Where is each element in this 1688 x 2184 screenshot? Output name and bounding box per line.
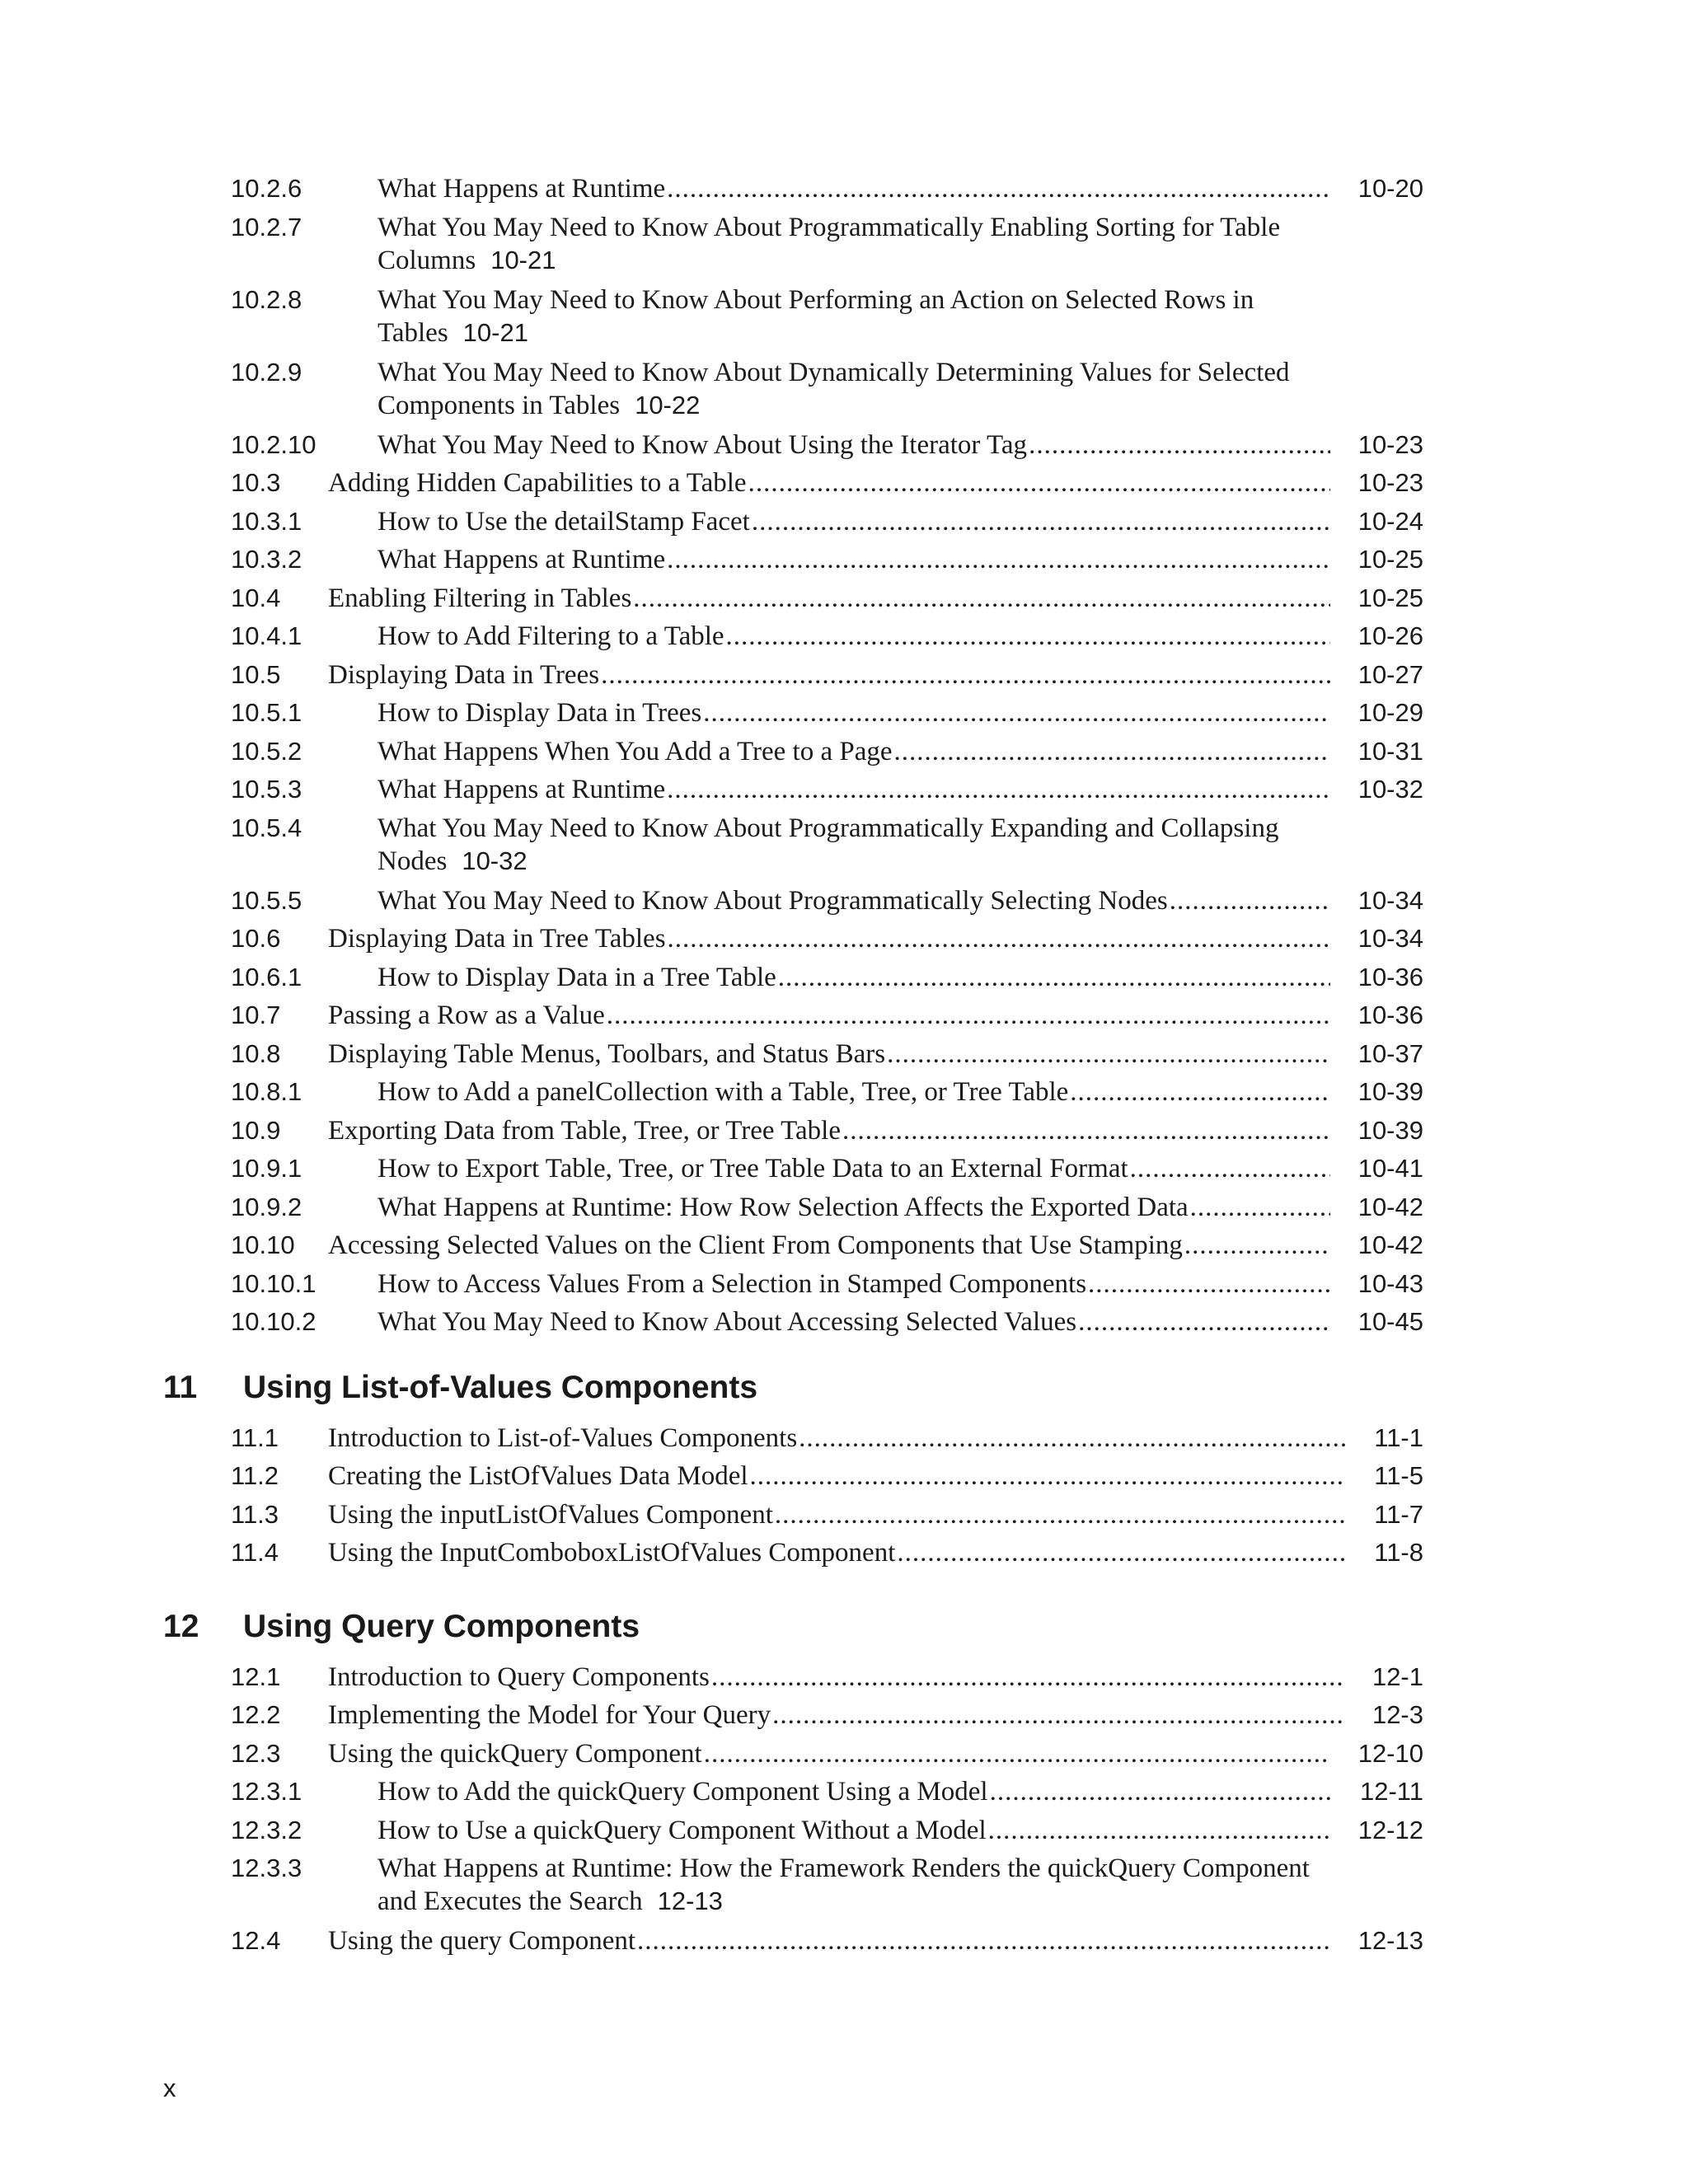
toc-entry-10-5-5[interactable] (0, 884, 1688, 922)
section-title: Using the inputListOfValues Component (328, 1499, 773, 1530)
toc-entry-12-3-3[interactable] (0, 1852, 1688, 1916)
page-reference: 10-25 (1357, 583, 1423, 612)
page-reference: 12-11 (1360, 1777, 1423, 1806)
dot-leader (607, 999, 1330, 1032)
section-title: Introduction to List-of-Values Components (328, 1422, 798, 1453)
section-number: 10.4 (231, 583, 281, 612)
section-title: What You May Need to Know About Performing an Action on Selected Rows in (377, 284, 1254, 315)
section-number: 10.5 (231, 659, 281, 689)
page-reference: 10-32 (1357, 775, 1423, 804)
toc-entry-11-4[interactable] (0, 1536, 1688, 1574)
section-title-continuation: Nodes (377, 846, 448, 876)
toc-entry-12-3-1[interactable] (0, 1775, 1688, 1813)
section-number: 10.5.5 (231, 885, 302, 915)
page-reference: 12-3 (1372, 1700, 1423, 1729)
section-number: 11.2 (231, 1461, 279, 1490)
section-number: 10.3 (231, 468, 281, 497)
section-number: 10.2.9 (231, 357, 302, 387)
section-title: Displaying Data in Tree Tables (328, 924, 666, 954)
toc-entry-11-1[interactable] (0, 1422, 1688, 1460)
page-reference: 10-23 (1357, 429, 1423, 459)
section-number: 10.10.1 (231, 1268, 316, 1298)
section-title: What Happens at Runtime (377, 775, 666, 804)
dot-leader (1130, 1152, 1330, 1185)
dot-leader (1184, 1229, 1330, 1262)
toc-entry-10-8-1[interactable] (0, 1076, 1688, 1113)
section-number: 11.3 (231, 1499, 279, 1529)
section-title: Adding Hidden Capabilities to a Table (328, 468, 747, 498)
dot-leader (667, 543, 1330, 576)
section-title: What Happens at Runtime: How Row Selection Affects the Exported Data (377, 1192, 1189, 1222)
page-reference: 10-31 (1357, 736, 1423, 766)
page-reference: 10-39 (1357, 1077, 1423, 1106)
toc-entry-10-7[interactable] (0, 999, 1688, 1037)
section-title: What You May Need to Know About Programmatically Enabling Sorting for Table (377, 212, 1281, 242)
page-reference: 11-1 (1374, 1422, 1423, 1452)
toc-entry-10-5-2[interactable] (0, 735, 1688, 773)
section-number: 12.1 (231, 1661, 281, 1691)
section-title: What You May Need to Know About Using the Iterator Tag (377, 429, 1028, 460)
section-title: How to Use the detailStamp Facet (377, 506, 750, 537)
section-title: How to Display Data in Trees (377, 698, 702, 728)
section-number: 12.3.1 (231, 1777, 302, 1806)
toc-entry-10-10-2[interactable] (0, 1305, 1688, 1343)
section-title: How to Access Values From a Selection in Stamped Components (377, 1268, 1087, 1299)
toc-entry-10-5-1[interactable] (0, 696, 1688, 734)
chapter-heading-11[interactable] (0, 1367, 1688, 1408)
toc-entry-12-3[interactable] (0, 1737, 1688, 1775)
dot-leader (711, 1661, 1344, 1694)
page-reference: 10-36 (1357, 1001, 1423, 1029)
section-number: 10.10 (231, 1230, 295, 1259)
section-title: Using the query Component (328, 1926, 636, 1956)
section-number: 12.3.2 (231, 1815, 302, 1844)
page-reference: 12-13 (1357, 1926, 1423, 1955)
page-reference: 10-20 (1357, 174, 1423, 203)
section-number: 10.3.2 (231, 545, 302, 574)
toc-entry-10-10-1[interactable] (0, 1268, 1688, 1305)
section-number: 12.3.3 (231, 1854, 302, 1882)
section-title: Passing a Row as a Value (328, 1001, 605, 1030)
dot-leader (748, 466, 1330, 499)
dot-leader (842, 1114, 1330, 1147)
dot-leader (1088, 1268, 1330, 1301)
dot-leader (750, 1460, 1347, 1493)
chapter-number: 12 (163, 1608, 199, 1644)
toc-entry-10-6-1[interactable] (0, 961, 1688, 999)
section-title: How to Display Data in a Tree Table (377, 962, 776, 992)
toc-entry-10-3-1[interactable] (0, 505, 1688, 543)
section-number: 10.9.2 (231, 1192, 302, 1221)
dot-leader (778, 961, 1330, 994)
toc-entry-10-5[interactable] (0, 658, 1688, 696)
dot-leader (667, 773, 1330, 806)
page-reference: 12-12 (1357, 1815, 1423, 1844)
section-number: 10.5.3 (231, 775, 302, 804)
section-number: 10.2.8 (231, 284, 302, 314)
section-title: What You May Need to Know About Accessing Selected Values (377, 1307, 1077, 1337)
section-title: What Happens at Runtime: How the Framework Renders the quickQuery Component (377, 1854, 1310, 1883)
section-number: 10.3.1 (231, 506, 302, 536)
toc-entry-10-3-2[interactable] (0, 543, 1688, 581)
section-title: Using the InputComboboxListOfValues Component (328, 1538, 896, 1568)
section-number: 10.7 (231, 1001, 281, 1029)
page-reference: 10-32 (462, 846, 528, 875)
toc-entry-10-5-3[interactable] (0, 773, 1688, 811)
page-reference: 11-5 (1374, 1461, 1423, 1490)
toc-entry-10-2-10[interactable] (0, 429, 1688, 466)
section-title-continuation: and Executes the Search (377, 1886, 643, 1916)
chapter-title: Using Query Components (243, 1608, 640, 1644)
dot-leader (897, 1536, 1346, 1569)
dot-leader (1078, 1305, 1330, 1338)
dot-leader (887, 1038, 1330, 1071)
toc-entry-10-3[interactable] (0, 466, 1688, 504)
dot-leader (1070, 1076, 1329, 1108)
toc-entry-12-3-2[interactable] (0, 1814, 1688, 1852)
page-reference: 10-45 (1357, 1307, 1423, 1336)
toc-entry-10-10[interactable] (0, 1229, 1688, 1267)
toc-entry-12-4[interactable] (0, 1924, 1688, 1962)
page-reference: 10-25 (1357, 545, 1423, 574)
section-title: Using the quickQuery Component (328, 1738, 702, 1769)
section-number: 10.2.6 (231, 174, 302, 203)
toc-entry-10-2-6[interactable] (0, 172, 1688, 210)
page-reference: 10-37 (1357, 1038, 1423, 1068)
section-number: 10.5.1 (231, 698, 302, 727)
page-reference: 10-21 (462, 317, 528, 347)
section-title: Enabling Filtering in Tables (328, 583, 632, 613)
section-title: Accessing Selected Values on the Client From Components that Use Stamping (328, 1230, 1183, 1260)
section-number: 10.8.1 (231, 1077, 302, 1106)
page-reference: 10-27 (1357, 659, 1423, 689)
dot-leader (799, 1422, 1346, 1455)
toc-entry-12-1[interactable] (0, 1661, 1688, 1699)
toc-entry-10-6[interactable] (0, 922, 1688, 960)
section-number: 12.4 (231, 1926, 281, 1955)
section-number: 10.6 (231, 924, 281, 953)
page-reference: 10-39 (1357, 1115, 1423, 1145)
chapter-heading-12[interactable] (0, 1606, 1688, 1647)
dot-leader (668, 922, 1330, 955)
dot-leader (633, 582, 1329, 615)
dot-leader (667, 172, 1330, 205)
section-title: Displaying Data in Trees (328, 659, 600, 690)
section-number: 10.2.10 (231, 429, 316, 459)
page-reference: 10-26 (1357, 621, 1423, 650)
dot-leader (637, 1924, 1330, 1957)
section-number: 10.9.1 (231, 1154, 302, 1183)
section-title-continuation: Columns (377, 245, 476, 275)
page-reference: 12-13 (657, 1886, 723, 1915)
section-number: 11.1 (231, 1422, 279, 1452)
chapter-title: Using List-of-Values Components (243, 1369, 758, 1405)
toc-entry-10-2-7[interactable] (0, 211, 1688, 275)
section-title: What You May Need to Know About Dynamically Determining Values for Selected (377, 357, 1290, 387)
page-reference: 12-1 (1372, 1661, 1423, 1691)
dot-leader (990, 1775, 1332, 1808)
section-number: 10.2.7 (231, 212, 302, 241)
page-number-footer: x (163, 2074, 176, 2102)
section-title: What You May Need to Know About Programmatically Selecting Nodes (377, 885, 1168, 916)
page-reference: 10-41 (1357, 1154, 1423, 1183)
chapter-number: 11 (163, 1369, 198, 1405)
dot-leader (1170, 884, 1330, 917)
toc-entry-10-5-4[interactable] (0, 812, 1688, 876)
page-reference: 10-43 (1357, 1268, 1423, 1298)
section-title: What Happens When You Add a Tree to a Page (377, 736, 893, 766)
toc-entry-10-2-8[interactable] (0, 284, 1688, 348)
page-reference: 10-34 (1357, 924, 1423, 953)
dot-leader (703, 696, 1329, 729)
section-number: 10.9 (231, 1115, 281, 1145)
section-title: How to Add the quickQuery Component Using a Model (377, 1777, 988, 1807)
toc-entry-10-4[interactable] (0, 582, 1688, 620)
dot-leader (726, 620, 1330, 653)
section-title: How to Export Table, Tree, or Tree Table Data to an External Format (377, 1154, 1128, 1183)
dot-leader (601, 658, 1330, 691)
section-title: How to Use a quickQuery Component Without a Model (377, 1815, 987, 1845)
dot-leader (775, 1498, 1346, 1531)
dot-leader (772, 1699, 1344, 1732)
section-title: How to Add a panelCollection with a Table, Tree, or Tree Table (377, 1077, 1069, 1107)
section-number: 10.5.2 (231, 736, 302, 766)
toc-entry-10-9-1[interactable] (0, 1152, 1688, 1190)
section-title: Introduction to Query Components (328, 1661, 710, 1692)
dot-leader (704, 1737, 1330, 1770)
dot-leader (752, 505, 1330, 538)
section-number: 10.8 (231, 1038, 281, 1068)
page-reference: 10-21 (490, 245, 556, 274)
toc-entry-11-3[interactable] (0, 1498, 1688, 1536)
section-title: Exporting Data from Table, Tree, or Tree Table (328, 1115, 841, 1146)
dot-leader (1029, 429, 1330, 462)
section-title-continuation: Components in Tables (377, 390, 621, 420)
section-title: Displaying Table Menus, Toolbars, and Status Bars (328, 1038, 886, 1069)
page-reference: 10-36 (1357, 962, 1423, 991)
dot-leader (894, 735, 1330, 768)
section-number: 10.10.2 (231, 1307, 316, 1336)
toc-entry-10-4-1[interactable] (0, 620, 1688, 658)
section-number: 12.2 (231, 1700, 281, 1729)
page-reference: 10-22 (635, 390, 701, 419)
section-title-continuation: Tables (377, 317, 448, 348)
page-reference: 10-29 (1357, 698, 1423, 727)
page-reference: 10-34 (1357, 885, 1423, 915)
toc-entry-12-2[interactable] (0, 1699, 1688, 1736)
dot-leader (988, 1814, 1330, 1847)
toc-entry-10-8[interactable] (0, 1038, 1688, 1076)
toc-entry-10-9[interactable] (0, 1114, 1688, 1152)
section-title: What Happens at Runtime (377, 545, 666, 574)
toc-entry-11-2[interactable] (0, 1460, 1688, 1497)
section-number: 12.3 (231, 1738, 281, 1768)
toc-entry-10-9-2[interactable] (0, 1191, 1688, 1229)
dot-leader (1190, 1191, 1330, 1224)
section-number: 10.6.1 (231, 962, 302, 991)
page-reference: 10-24 (1357, 506, 1423, 536)
page-reference: 11-7 (1374, 1499, 1423, 1529)
section-title: Creating the ListOfValues Data Model (328, 1461, 748, 1491)
section-title: Implementing the Model for Your Query (328, 1700, 771, 1730)
page-reference: 10-23 (1357, 468, 1423, 497)
section-number: 10.4.1 (231, 621, 302, 650)
toc-entry-10-2-9[interactable] (0, 356, 1688, 420)
page-reference: 10-42 (1357, 1192, 1423, 1221)
page-reference: 12-10 (1357, 1738, 1423, 1768)
page-reference: 10-42 (1357, 1230, 1423, 1259)
section-number: 10.5.4 (231, 813, 302, 842)
section-number: 11.4 (231, 1538, 279, 1567)
section-title: How to Add Filtering to a Table (377, 621, 724, 651)
page-reference: 11-8 (1374, 1538, 1423, 1567)
section-title: What Happens at Runtime (377, 174, 666, 204)
section-title: What You May Need to Know About Programmatically Expanding and Collapsing (377, 813, 1279, 843)
